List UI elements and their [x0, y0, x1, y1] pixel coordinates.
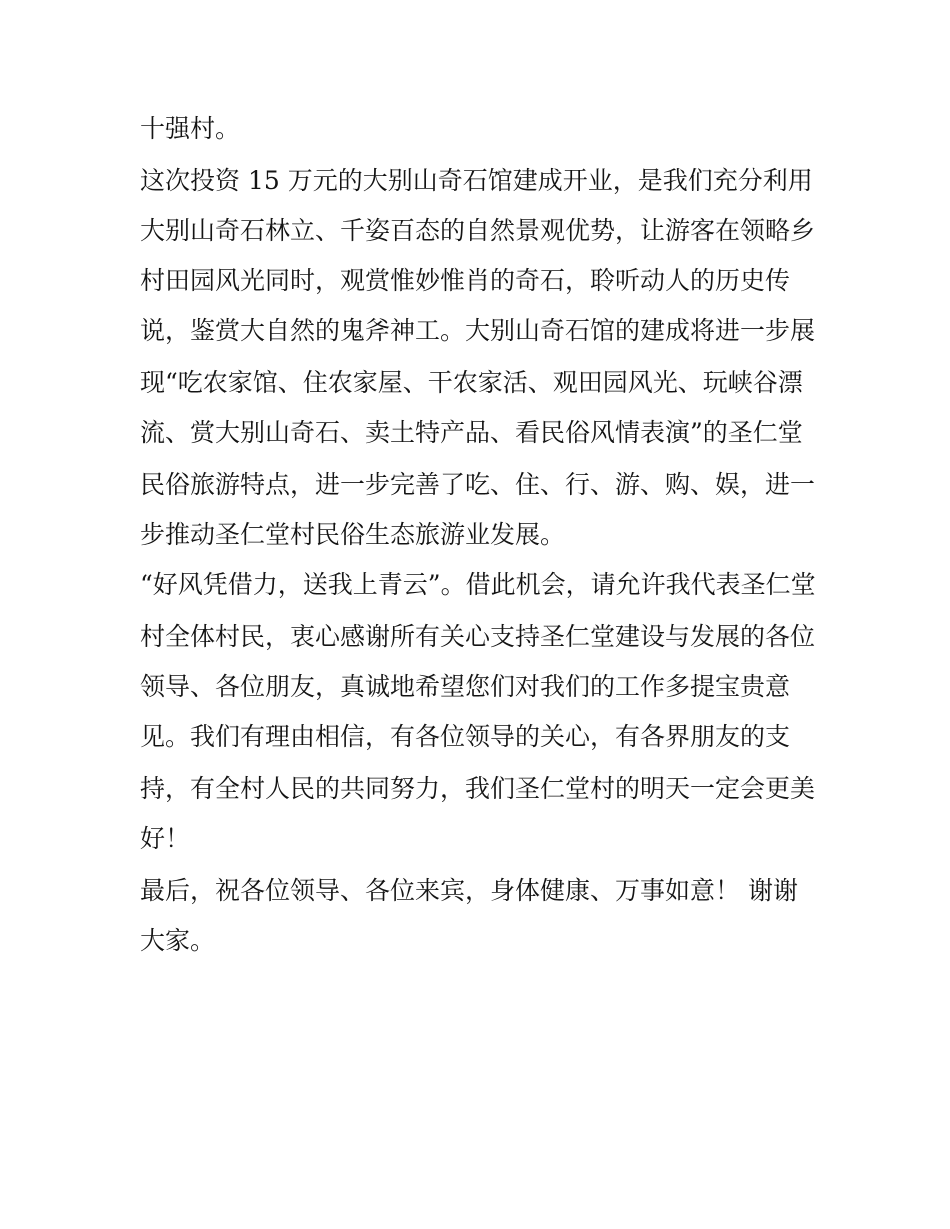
text-line: 好！	[140, 824, 191, 853]
text-line: 持，有全村人民的共同努力，我们圣仁堂村的明天一定会更美	[140, 774, 816, 803]
text-line: 这次投资 15 万元的大别山奇石馆建成开业，是我们充分利用	[140, 166, 813, 195]
text-line: “好风凭借力，送我上青云”。借此机会，请允许我代表圣仁堂	[140, 570, 816, 599]
text-line: 步推动圣仁堂村民俗生态旅游业发展。	[140, 520, 566, 549]
text-line: 村田园风光同时，观赏惟妙惟肖的奇石，聆听动人的历史传	[140, 266, 791, 295]
text-line: 流、赏大别山奇石、卖土特产品、看民俗风情表演”的圣仁堂	[140, 418, 803, 447]
text-line: 大别山奇石林立、千姿百态的自然景观优势，让游客在领略乡	[140, 216, 816, 245]
text-line: 村全体村民，衷心感谢所有关心支持圣仁堂建设与发展的各位	[140, 622, 816, 651]
text-line: 十强村。	[140, 114, 241, 143]
text-line: 民俗旅游特点，进一步完善了吃、住、行、游、购、娱，进一	[140, 470, 816, 499]
text-line: 说，鉴赏大自然的鬼斧神工。大别山奇石馆的建成将进一步展	[140, 316, 816, 345]
text-line: 现“吃农家馆、住农家屋、干农家活、观田园风光、玩峡谷漂	[140, 368, 803, 397]
text-line: 最后，祝各位领导、各位来宾，身体健康、万事如意！ 谢谢	[140, 876, 798, 905]
text-line: 大家。	[140, 926, 216, 955]
text-line: 见。我们有理由相信，有各位领导的关心，有各界朋友的支	[140, 722, 791, 751]
text-line: 领导、各位朋友，真诚地希望您们对我们的工作多提宝贵意	[140, 672, 791, 701]
